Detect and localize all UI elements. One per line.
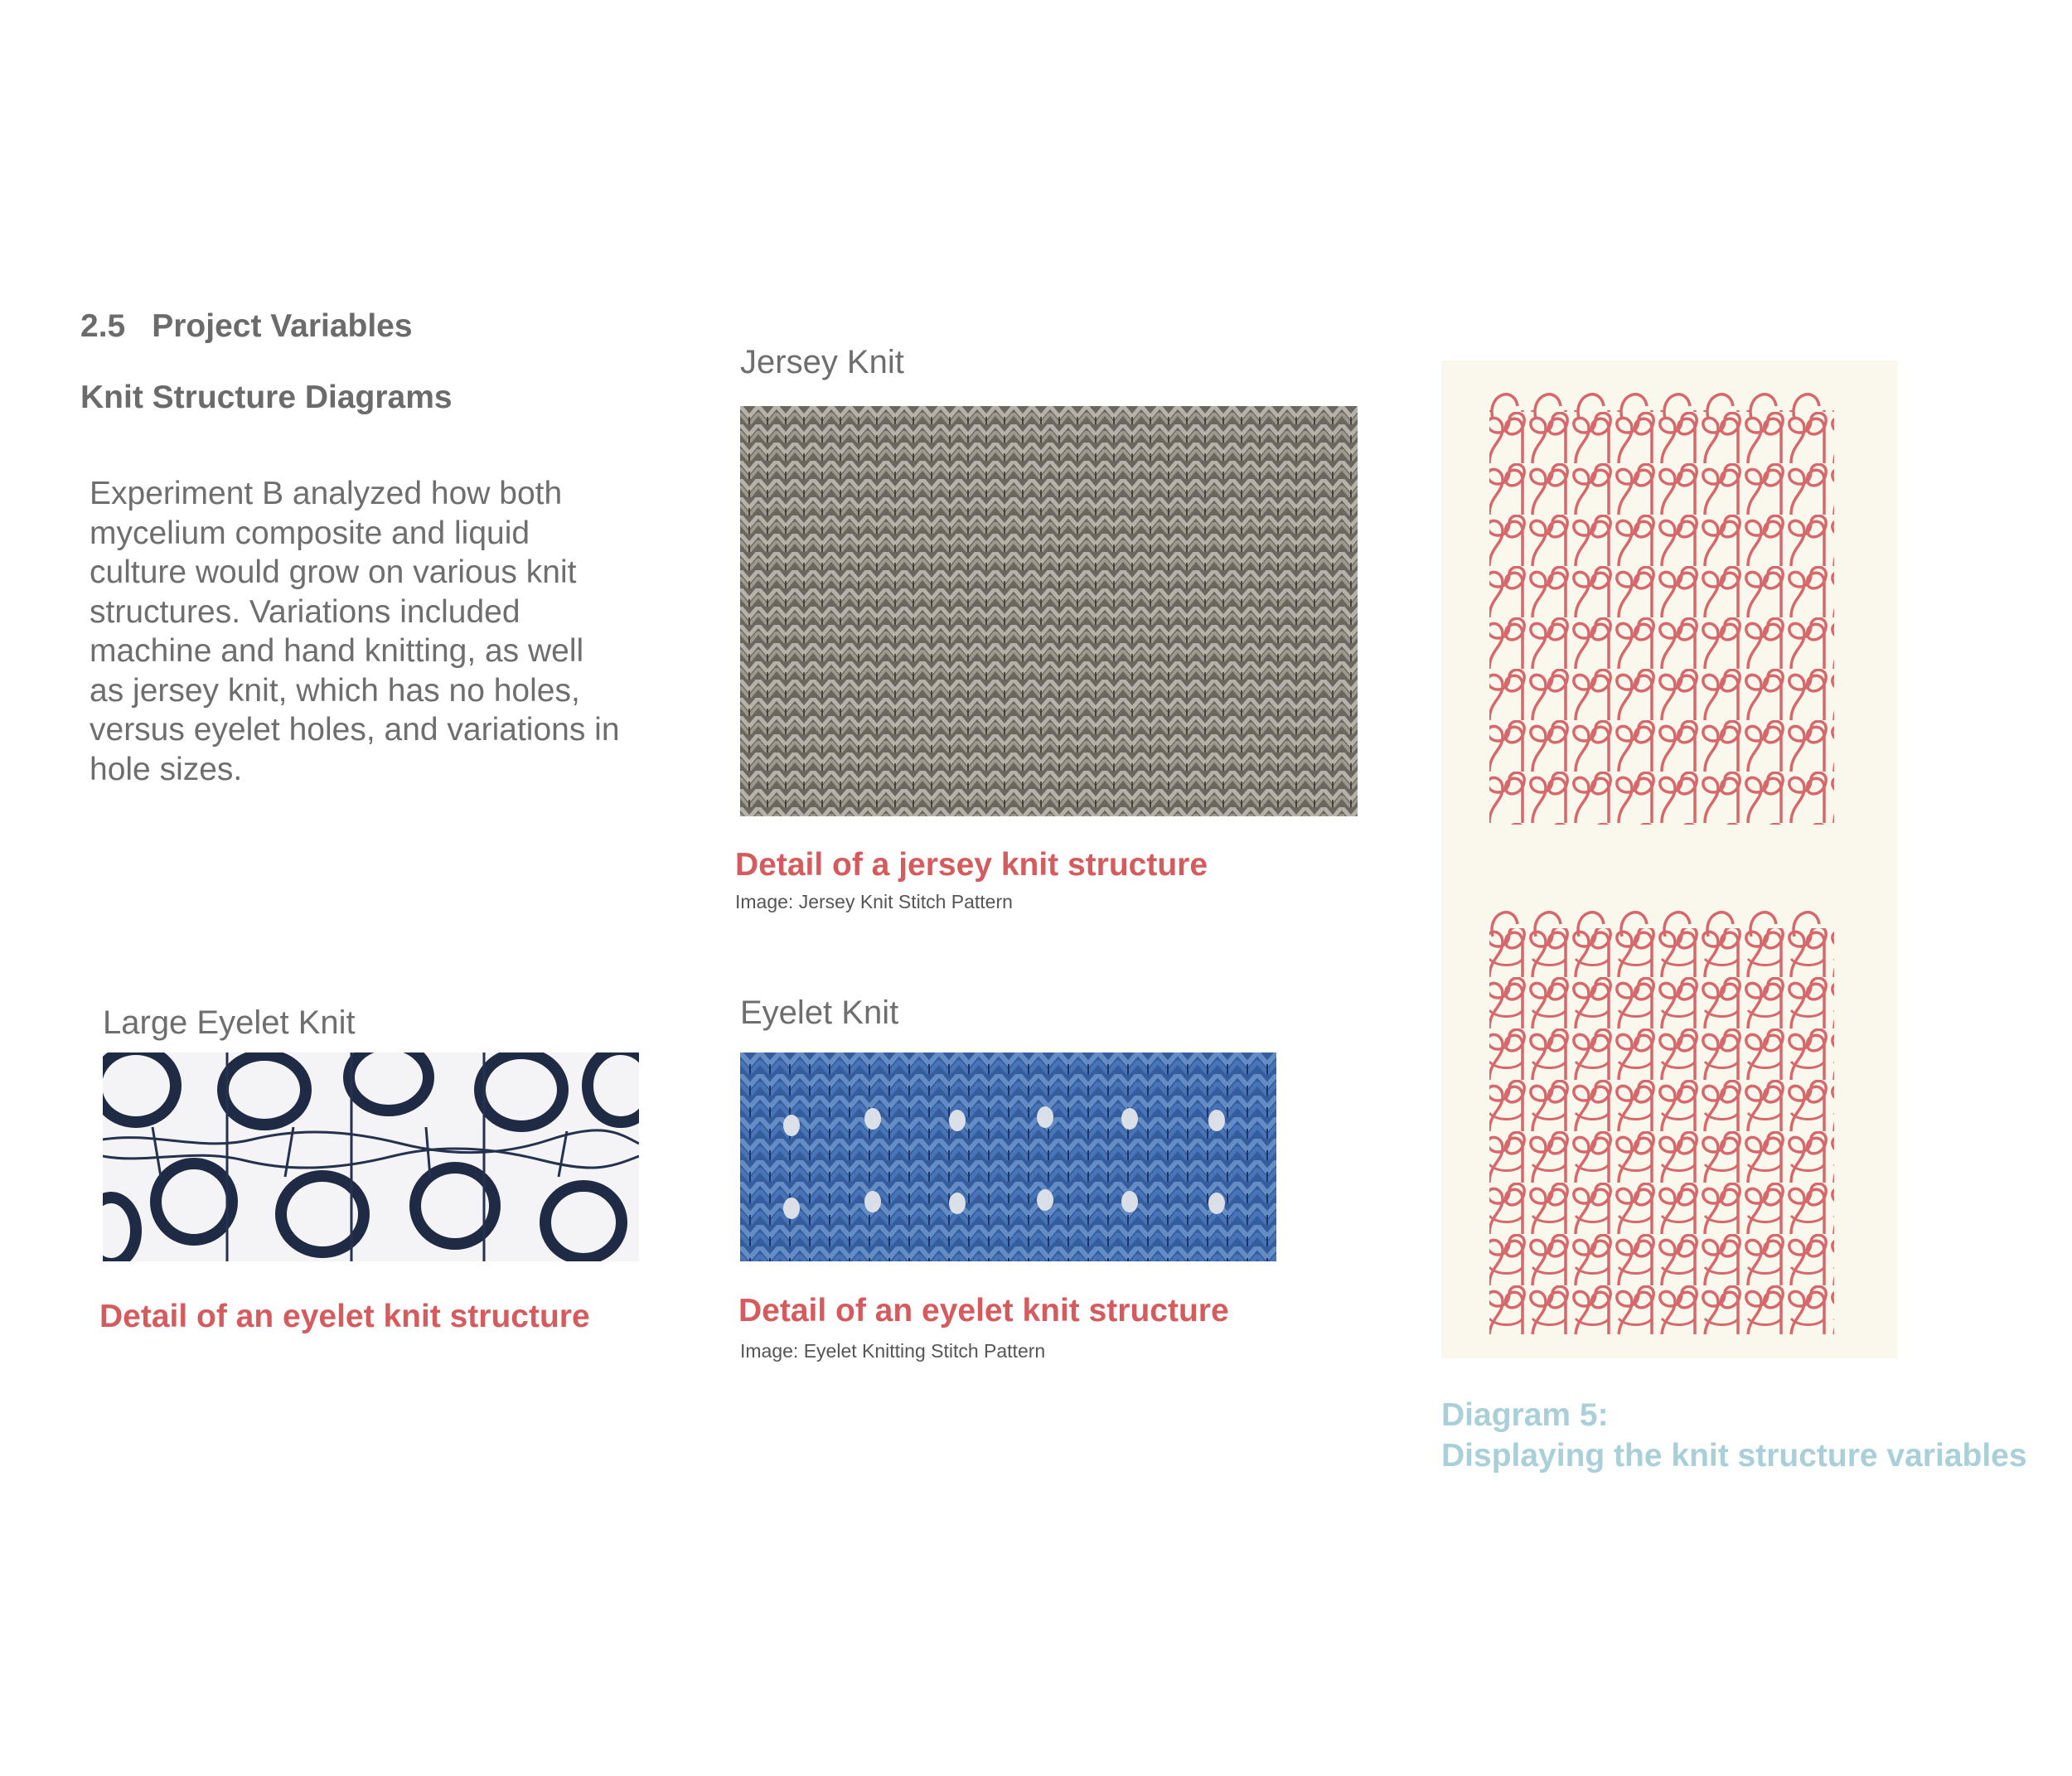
section-number: 2.5 bbox=[80, 308, 126, 344]
jersey-stitch-diagram bbox=[1489, 394, 1834, 825]
knit-structure-diagram bbox=[1441, 361, 1897, 1358]
eyelet-knit-photo bbox=[740, 1053, 1276, 1261]
eyelet-stitch-diagram bbox=[1489, 912, 1834, 1334]
jersey-knit-photo bbox=[740, 406, 1358, 816]
eyelet-caption: Detail of an eyelet knit structure bbox=[738, 1293, 1229, 1328]
section-heading bbox=[80, 308, 413, 345]
body-paragraph: Experiment B analyzed how both mycelium composite and liquid culture would grow on various knit structures. Variations included machine and hand knitting, as well as jersey knit, which has no holes, versus eyelet holes, and variations in hole sizes. bbox=[90, 476, 620, 787]
diagram-caption-line1: Diagram 5: bbox=[1441, 1397, 1609, 1433]
section-title: Project Variables bbox=[152, 308, 413, 344]
sub-heading: Knit Structure Diagrams bbox=[80, 380, 453, 415]
eyelet-knit-label: Eyelet Knit bbox=[740, 994, 899, 1031]
jersey-caption: Detail of a jersey knit structure bbox=[735, 847, 1208, 883]
large-eyelet-photo bbox=[103, 1053, 639, 1261]
large-eyelet-label: Large Eyelet Knit bbox=[103, 1004, 356, 1041]
eyelet-credit: Image: Eyelet Knitting Stitch Pattern bbox=[740, 1340, 1046, 1362]
diagram-caption bbox=[1441, 1395, 2027, 1476]
large-eyelet-caption: Detail of an eyelet knit structure bbox=[99, 1299, 590, 1334]
diagram-caption-line2: Displaying the knit structure variables bbox=[1441, 1438, 2027, 1474]
jersey-credit: Image: Jersey Knit Stitch Pattern bbox=[735, 891, 1013, 912]
jersey-knit-label: Jersey Knit bbox=[740, 344, 904, 380]
